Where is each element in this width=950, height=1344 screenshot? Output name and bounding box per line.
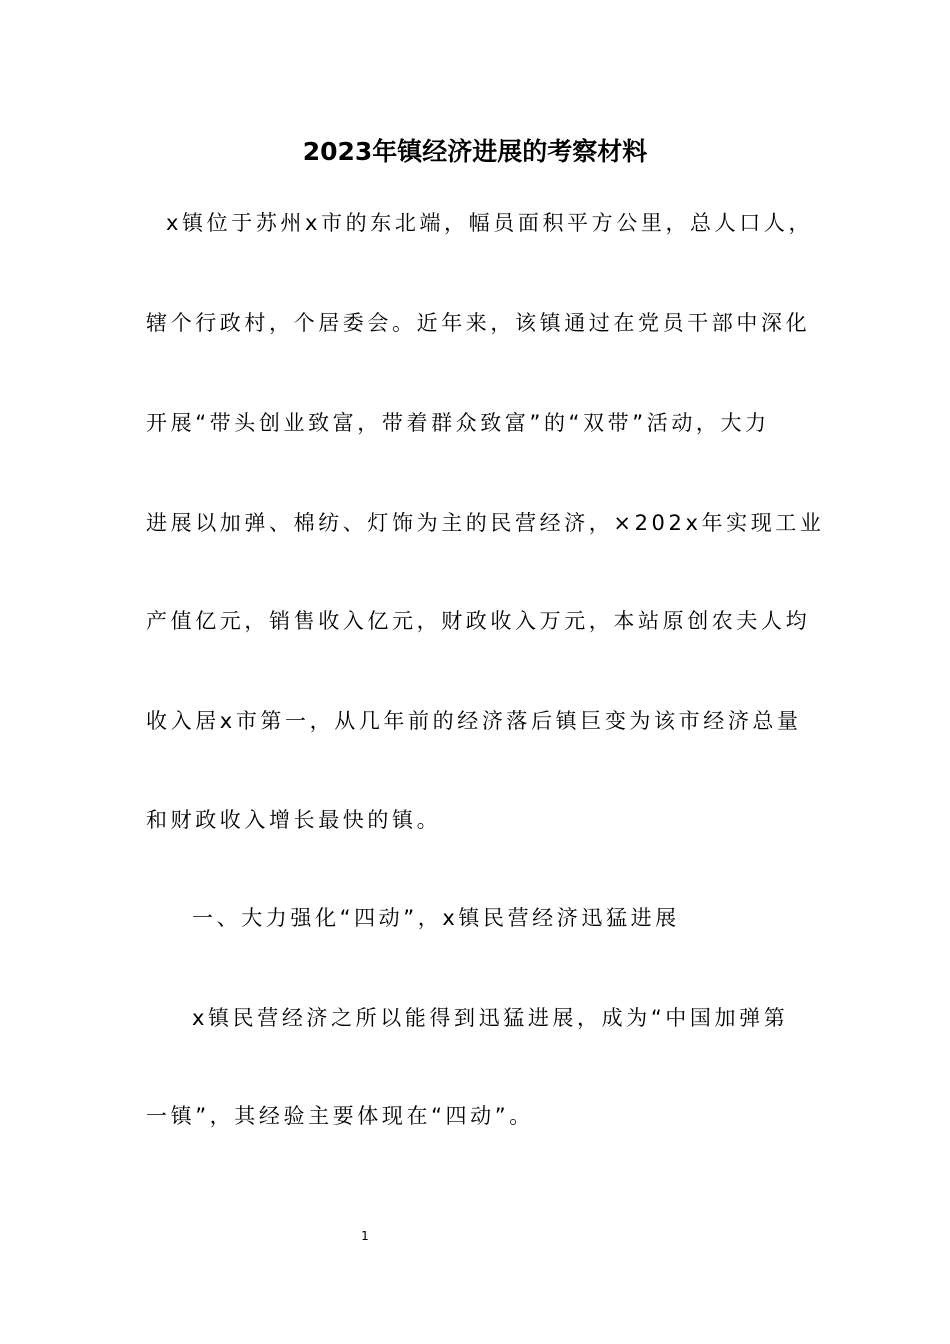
document-title: 2023年镇经济进展的考察材料	[302, 137, 648, 166]
paragraph-line: 收入居x市第一，从几年前的经济落后镇巨变为该市经济总量	[146, 709, 802, 733]
paragraph-line: x镇民营经济之所以能得到迅猛进展，成为“中国加弹第	[192, 1006, 789, 1030]
paragraph-line: 进展以加弹、棉纺、灯饰为主的民营经济，×202x年实现工业	[146, 511, 825, 535]
paragraph-line: 辖个行政村，个居委会。近年来，该镇通过在党员干部中深化	[146, 311, 811, 335]
paragraph-line: 一镇”，其经验主要体现在“四动”。	[146, 1104, 534, 1128]
page-number: 1	[361, 1229, 369, 1243]
section-heading: 一、大力强化“四动”，x镇民营经济迅猛进展	[192, 906, 680, 930]
paragraph-line: 和财政收入增长最快的镇。	[146, 808, 442, 832]
paragraph-line: 产值亿元，销售收入亿元，财政收入万元，本站原创农夫人均	[146, 609, 811, 633]
paragraph-line: 开展“带头创业致富，带着群众致富”的“双带”活动，大力	[146, 411, 770, 435]
paragraph-line: x镇位于苏州x市的东北端，幅员面积平方公里，总人口人，	[166, 211, 814, 235]
